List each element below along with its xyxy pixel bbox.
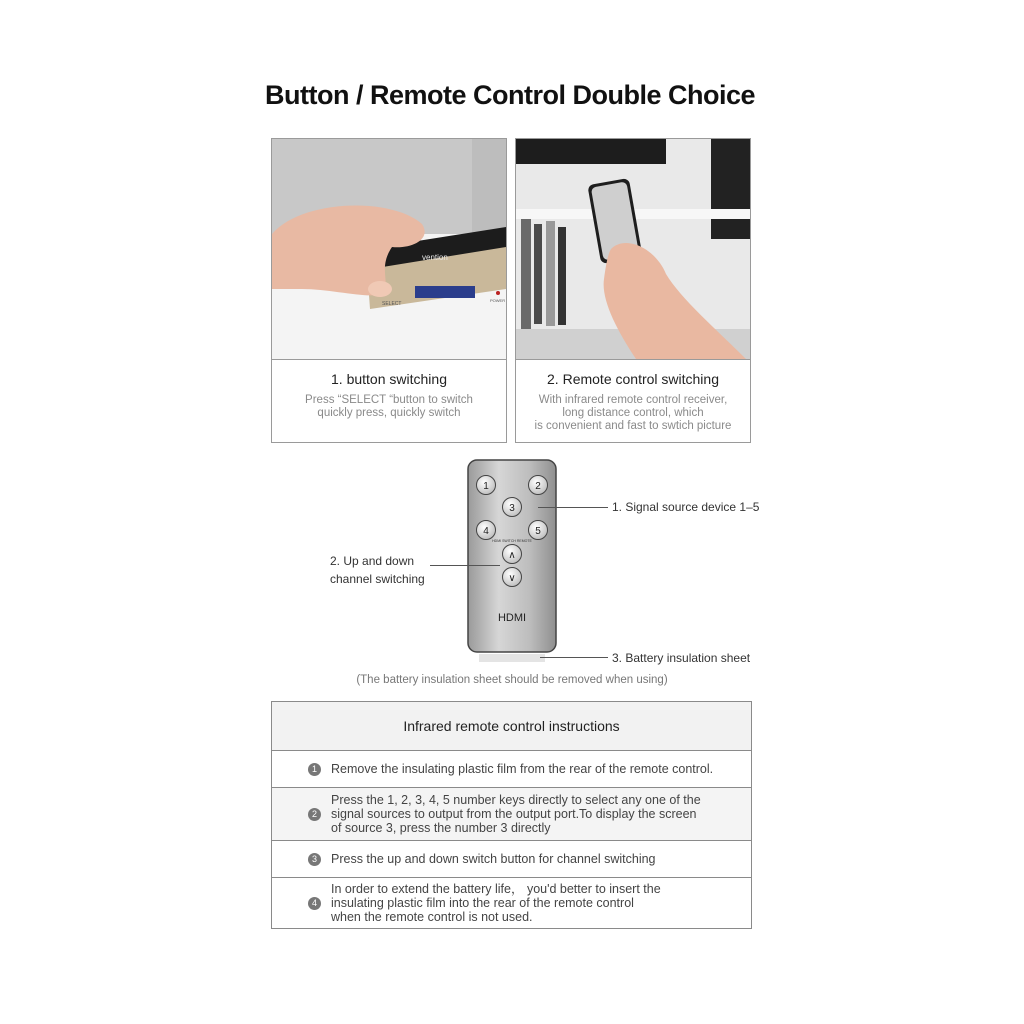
button-switching-photo (272, 139, 506, 359)
step-number-badge: 2 (308, 808, 321, 821)
card-description: Press “SELECT “button to switch quickly press, quickly switch (305, 394, 473, 419)
remote-switching-photo (516, 139, 750, 359)
card-heading: 2. Remote control switching (547, 371, 719, 387)
page-title: Button / Remote Control Double Choice (265, 80, 755, 110)
step-number-badge: 3 (308, 853, 321, 866)
remote-switching-card (515, 138, 751, 443)
instruction-text: Remove the insulating plastic film from the rear of the remote control. (331, 762, 714, 776)
key-1: 1 (483, 481, 489, 492)
button-switching-card (271, 138, 507, 443)
brand-text: vention (422, 253, 448, 262)
key-4: 4 (483, 526, 489, 537)
card-heading: 1. button switching (331, 371, 447, 387)
battery-note: (The battery insulation sheet should be removed when using) (356, 674, 668, 686)
battery-sheet-label: 3. Battery insulation sheet (612, 651, 751, 665)
step-number-badge: 1 (308, 763, 321, 776)
updown-callout-line (430, 565, 500, 566)
down-key: ∨ (508, 573, 516, 584)
instructions-table (271, 701, 752, 929)
select-text: SELECT (382, 301, 402, 307)
up-down-label: 2. Up and down channel switching (330, 554, 425, 586)
remote-brand: HDMI (497, 612, 527, 624)
up-key: ∧ (508, 550, 516, 561)
instructions-heading: Infrared remote control instructions (272, 702, 751, 751)
key-3: 3 (509, 503, 515, 514)
instruction-text: Press the up and down switch button for channel switching (331, 852, 656, 866)
instruction-row (272, 788, 751, 841)
signal-callout-line (538, 507, 608, 508)
remote-sublabel: HDMI SWITCH REMOTE (492, 539, 532, 543)
instruction-text: Press the 1, 2, 3, 4, 5 number keys directly to select any one of the signal sources to output from the output port.To display the screen of source 3, press the number 3 directly (331, 793, 701, 835)
key-5: 5 (535, 526, 541, 537)
instruction-row (272, 878, 751, 928)
key-2: 2 (535, 481, 541, 492)
signal-source-label: 1. Signal source device 1–5 (612, 500, 760, 514)
instruction-row (272, 841, 751, 878)
card-description: With infrared remote control receiver, long distance control, which is convenient and fast to swtich picture (534, 394, 732, 432)
instruction-row (272, 751, 751, 788)
step-number-badge: 4 (308, 897, 321, 910)
power-text: POWER (490, 298, 506, 303)
battery-callout-line (540, 657, 608, 658)
instruction-text: In order to extend the battery life， you'd better to insert the insulating plastic film into the rear of the remote control when the remote control is not used. (331, 882, 661, 924)
